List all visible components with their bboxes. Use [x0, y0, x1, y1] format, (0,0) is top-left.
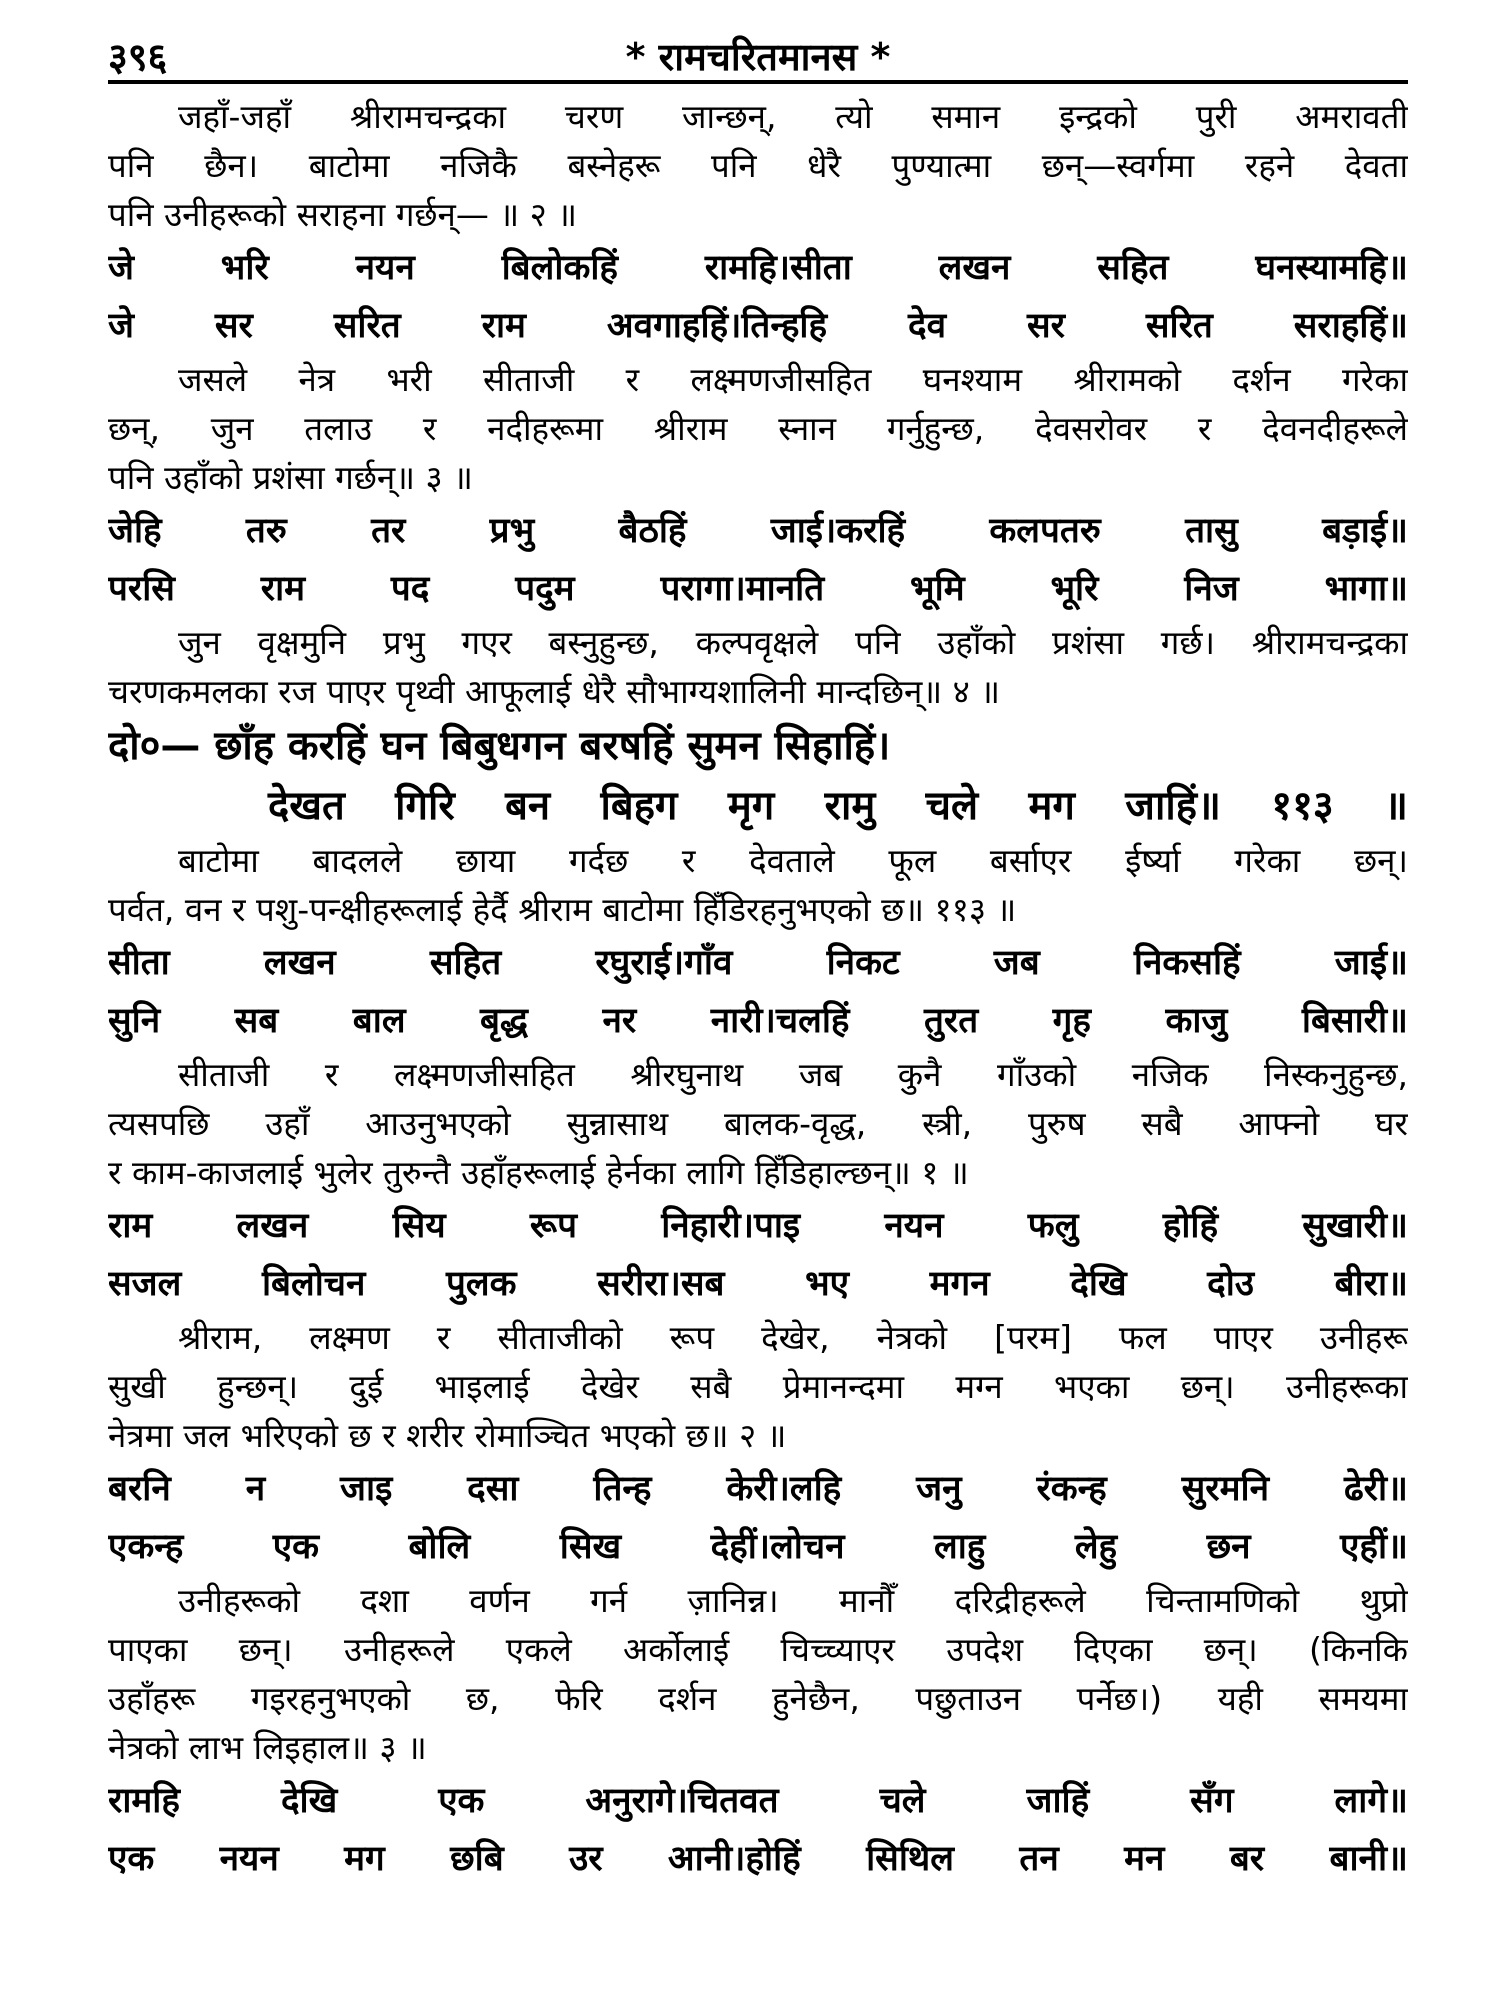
prose-line: पर्वत, वन र पशु-पन्क्षीहरूलाई हेर्दै श्रीराम बाटोमा हिँडिरहनुभएको छ॥ ११३ ॥	[108, 890, 1017, 929]
prose-line: उनीहरूको दशा वर्णन गर्न ज़ानिन्न। मानौँ दरिद्रीहरूले चिन्तामणिको थुप्रो	[178, 1581, 1408, 1620]
verse-line: सजल बिलोचन पुलक सरीरा।सब भए मगन देखि दोउ बीरा॥	[108, 1264, 1408, 1304]
prose-line: नेत्रको लाभ लिइहाल॥ ३ ॥	[108, 1728, 427, 1767]
verse-line: जेहि तरु तर प्रभु बैठहिं जाई।करहिं कलपतरु तासु बड़ाई॥	[108, 511, 1408, 551]
verse-line: जे सर सरित राम अवगाहहिं।तिन्हहि देव सर सरित सराहहिं॥	[108, 306, 1408, 346]
prose-line: सीताजी र लक्ष्मणजीसहित श्रीरघुनाथ जब कुनै गाँउको नजिक निस्कनुहुन्छ,	[178, 1055, 1408, 1094]
prose-line: बाटोमा बादलले छाया गर्दछ र देवताले फूल बर्साएर ईर्ष्या गरेका छन्।	[178, 841, 1408, 880]
verse-line: एकन्ह एक बोलि सिख देहीं।लोचन लाहु लेहु छन एहीं॥	[108, 1527, 1408, 1567]
prose-line: नेत्रमा जल भरिएको छ र शरीर रोमाञ्चित भएको छ॥ २ ॥	[108, 1416, 787, 1455]
verse-line: जे भरि नयन बिलोकहिं रामहि।सीता लखन सहित घनस्यामहि॥	[108, 248, 1408, 288]
verse-line: रामहि देखि एक अनुरागे।चितवत चले जाहिं सँग लागे॥	[108, 1781, 1408, 1821]
page-body	[108, 92, 1408, 1888]
prose-line: जुन वृक्षमुनि प्रभु गएर बस्नुहुन्छ, कल्पवृक्षले पनि उहाँको प्रशंसा गर्छ। श्रीरामचन्द्रका	[178, 623, 1408, 662]
running-title: * रामचरितमानस *	[625, 35, 891, 79]
header-rule	[108, 80, 1408, 84]
page-header	[108, 22, 1408, 82]
page-number: ३९६	[108, 35, 168, 79]
prose-line: उहाँहरू गइरहनुभएको छ, फेरि दर्शन हुनेछैन, पछुताउन पर्नेछ।) यही समयमा	[108, 1679, 1408, 1718]
prose-line: पनि उनीहरूको सराहना गर्छन्— ॥ २ ॥	[108, 195, 578, 234]
prose-line: पाएका छन्। उनीहरूले एकले अर्कोलाई चिच्च्याएर उपदेश दिएका छन्। (किनकि	[108, 1630, 1408, 1669]
verse-line: बरनि न जाइ दसा तिन्ह केरी।लहि जनु रंकन्ह सुरमनि ढेरी॥	[108, 1469, 1408, 1509]
prose-line: सुखी हुन्छन्। दुई भाइलाई देखेर सबै प्रेमानन्दमा मग्न भएका छन्। उनीहरूका	[108, 1367, 1408, 1406]
doha-line: दो०— छाँह करहिं घन बिबुधगन बरषहिं सुमन सिहाहिं।	[108, 723, 891, 769]
verse-line: परसि राम पद पदुम परागा।मानति भूमि भूरि निज भागा॥	[108, 569, 1408, 609]
prose-line: पनि छैन। बाटोमा नजिकै बस्नेहरू पनि धेरै पुण्यात्मा छन्—स्वर्गमा रहने देवता	[108, 146, 1408, 185]
prose-line: पनि उहाँको प्रशंसा गर्छन्॥ ३ ॥	[108, 458, 473, 497]
prose-line: त्यसपछि उहाँ आउनुभएको सुन्नासाथ बालक-वृद्ध, स्त्री, पुरुष सबै आफ्नो घर	[108, 1104, 1408, 1143]
verse-line: एक नयन मग छबि उर आनी।होहिं सिथिल तन मन बर बानी॥	[108, 1839, 1408, 1879]
prose-line: श्रीराम, लक्ष्मण र सीताजीको रूप देखेर, नेत्रको [परम] फल पाएर उनीहरू	[178, 1318, 1408, 1357]
prose-line: जसले नेत्र भरी सीताजी र लक्ष्मणजीसहित घनश्याम श्रीरामको दर्शन गरेका	[178, 360, 1408, 399]
prose-line: चरणकमलका रज पाएर पृथ्वी आफूलाई धेरै सौभाग्यशालिनी मान्दछिन्॥ ४ ॥	[108, 672, 1001, 711]
prose-line: जहाँ-जहाँ श्रीरामचन्द्रका चरण जान्छन्, त्यो समान इन्द्रको पुरी अमरावती	[178, 97, 1408, 136]
verse-line: सीता लखन सहित रघुराई।गाँव निकट जब निकसहिं जाई॥	[108, 943, 1408, 983]
doha-line: देखत गिरि बन बिहग मृग रामु चले मग जाहिं॥ ११३ ॥	[268, 783, 1408, 829]
verse-line: राम लखन सिय रूप निहारी।पाइ नयन फलु होहिं सुखारी॥	[108, 1206, 1408, 1246]
prose-line: र काम-काजलाई भुलेर तुरुन्तै उहाँहरूलाई हेर्नका लागि हिँडिहाल्छन्॥ १ ॥	[108, 1153, 969, 1192]
verse-line: सुनि सब बाल बृद्ध नर नारी।चलहिं तुरत गृह काजु बिसारी॥	[108, 1001, 1408, 1041]
prose-line: छन्, जुन तलाउ र नदीहरूमा श्रीराम स्नान गर्नुहुन्छ, देवसरोवर र देवनदीहरूले	[108, 409, 1408, 448]
